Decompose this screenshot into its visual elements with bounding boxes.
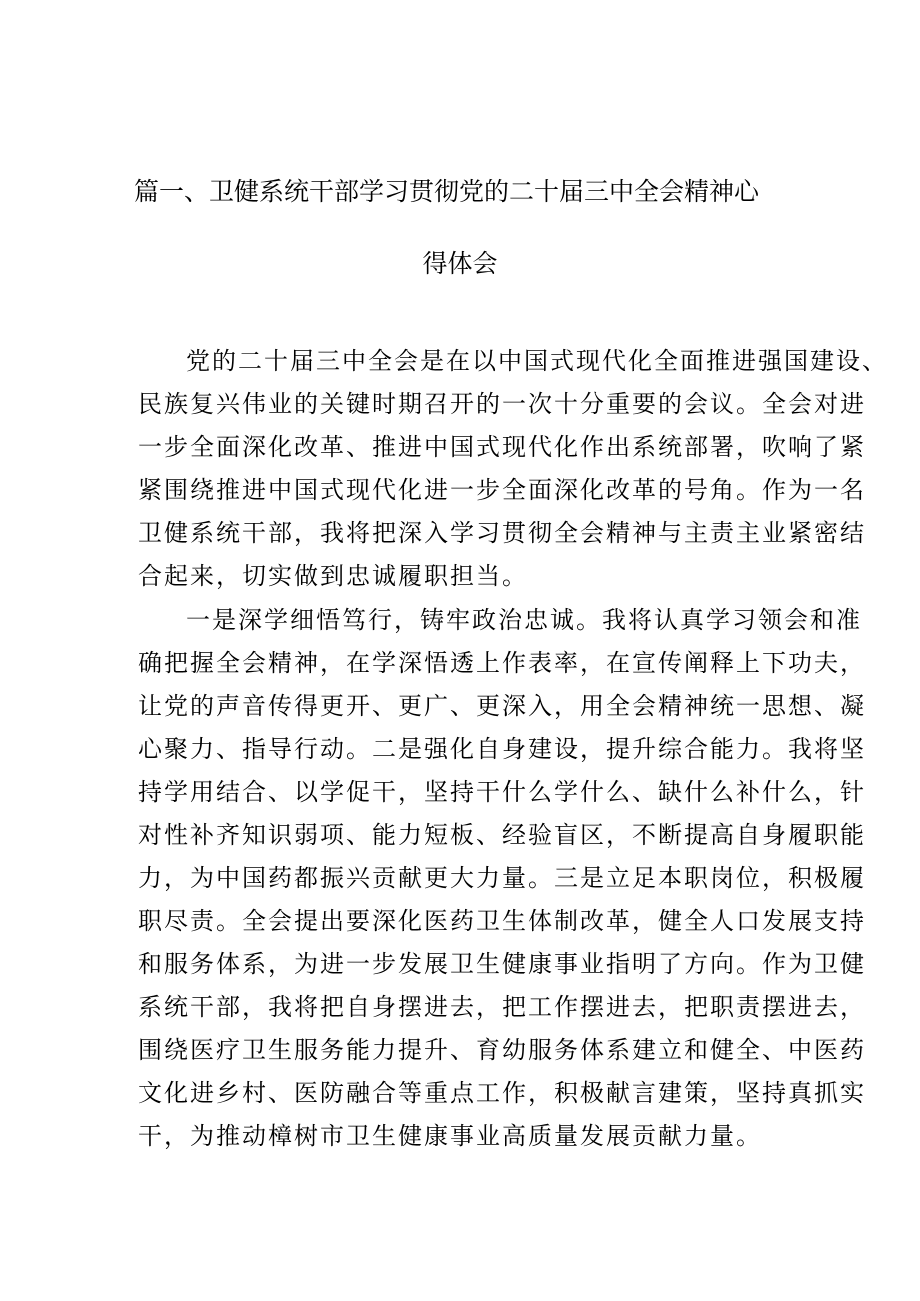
paragraph-line: 民族复兴伟业的关键时期召开的一次十分重要的会议。全会对进 [138,390,866,418]
paragraph-line: 围绕医疗卫生服务能力提升、育幼服务体系建立和健全、中医药 [138,1036,866,1064]
paragraph-line: 一是深学细悟笃行，铸牢政治忠诚。我将认真学习领会和准 [186,606,862,634]
paragraph-line: 干，为推动樟树市卫生健康事业高质量发展贡献力量。 [138,1122,762,1150]
paragraph-line: 卫健系统干部，我将把深入学习贯彻全会精神与主责主业紧密结 [138,519,866,547]
paragraph-line: 紧围绕推进中国式现代化进一步全面深化改革的号角。作为一名 [138,476,866,504]
paragraph-line: 职尽责。全会提出要深化医药卫生体制改革，健全人口发展支持 [138,907,866,935]
paragraph-line: 文化进乡村、医防融合等重点工作，积极献言建策，坚持真抓实 [138,1079,866,1107]
paragraph-1 [138,340,888,598]
paragraph-line: 对性补齐知识弱项、能力短板、经验盲区，不断提高自身履职能 [138,821,866,849]
paragraph-line: 心聚力、指导行动。二是强化自身建设，提升综合能力。我将坚 [138,735,866,763]
paragraph-2 [138,599,866,1158]
paragraph-line: 一步全面深化改革、推进中国式现代化作出系统部署，吹响了紧 [138,433,866,461]
paragraph-line: 确把握全会精神，在学深悟透上作表率，在宣传阐释上下功夫， [138,649,866,677]
paragraph-line: 系统干部，我将把自身摆进去，把工作摆进去，把职责摆进去， [138,993,866,1021]
document-title-line-2: 得体会 [422,249,498,278]
paragraph-line: 持学用结合、以学促干，坚持干什么学什么、缺什么补什么，针 [138,778,866,806]
paragraph-line: 合起来，切实做到忠诚履职担当。 [138,562,528,590]
paragraph-line: 让党的声音传得更开、更广、更深入，用全会精神统一思想、凝 [138,692,866,720]
paragraph-line: 力，为中国药都振兴贡献更大力量。三是立足本职岗位，积极履 [138,864,866,892]
paragraph-line: 党的二十届三中全会是在以中国式现代化全面推进强国建设、 [186,347,888,375]
document-title-line-1: 篇一、卫健系统干部学习贯彻党的二十届三中全会精神心 [134,177,760,206]
paragraph-line: 和服务体系，为进一步发展卫生健康事业指明了方向。作为卫健 [138,950,866,978]
